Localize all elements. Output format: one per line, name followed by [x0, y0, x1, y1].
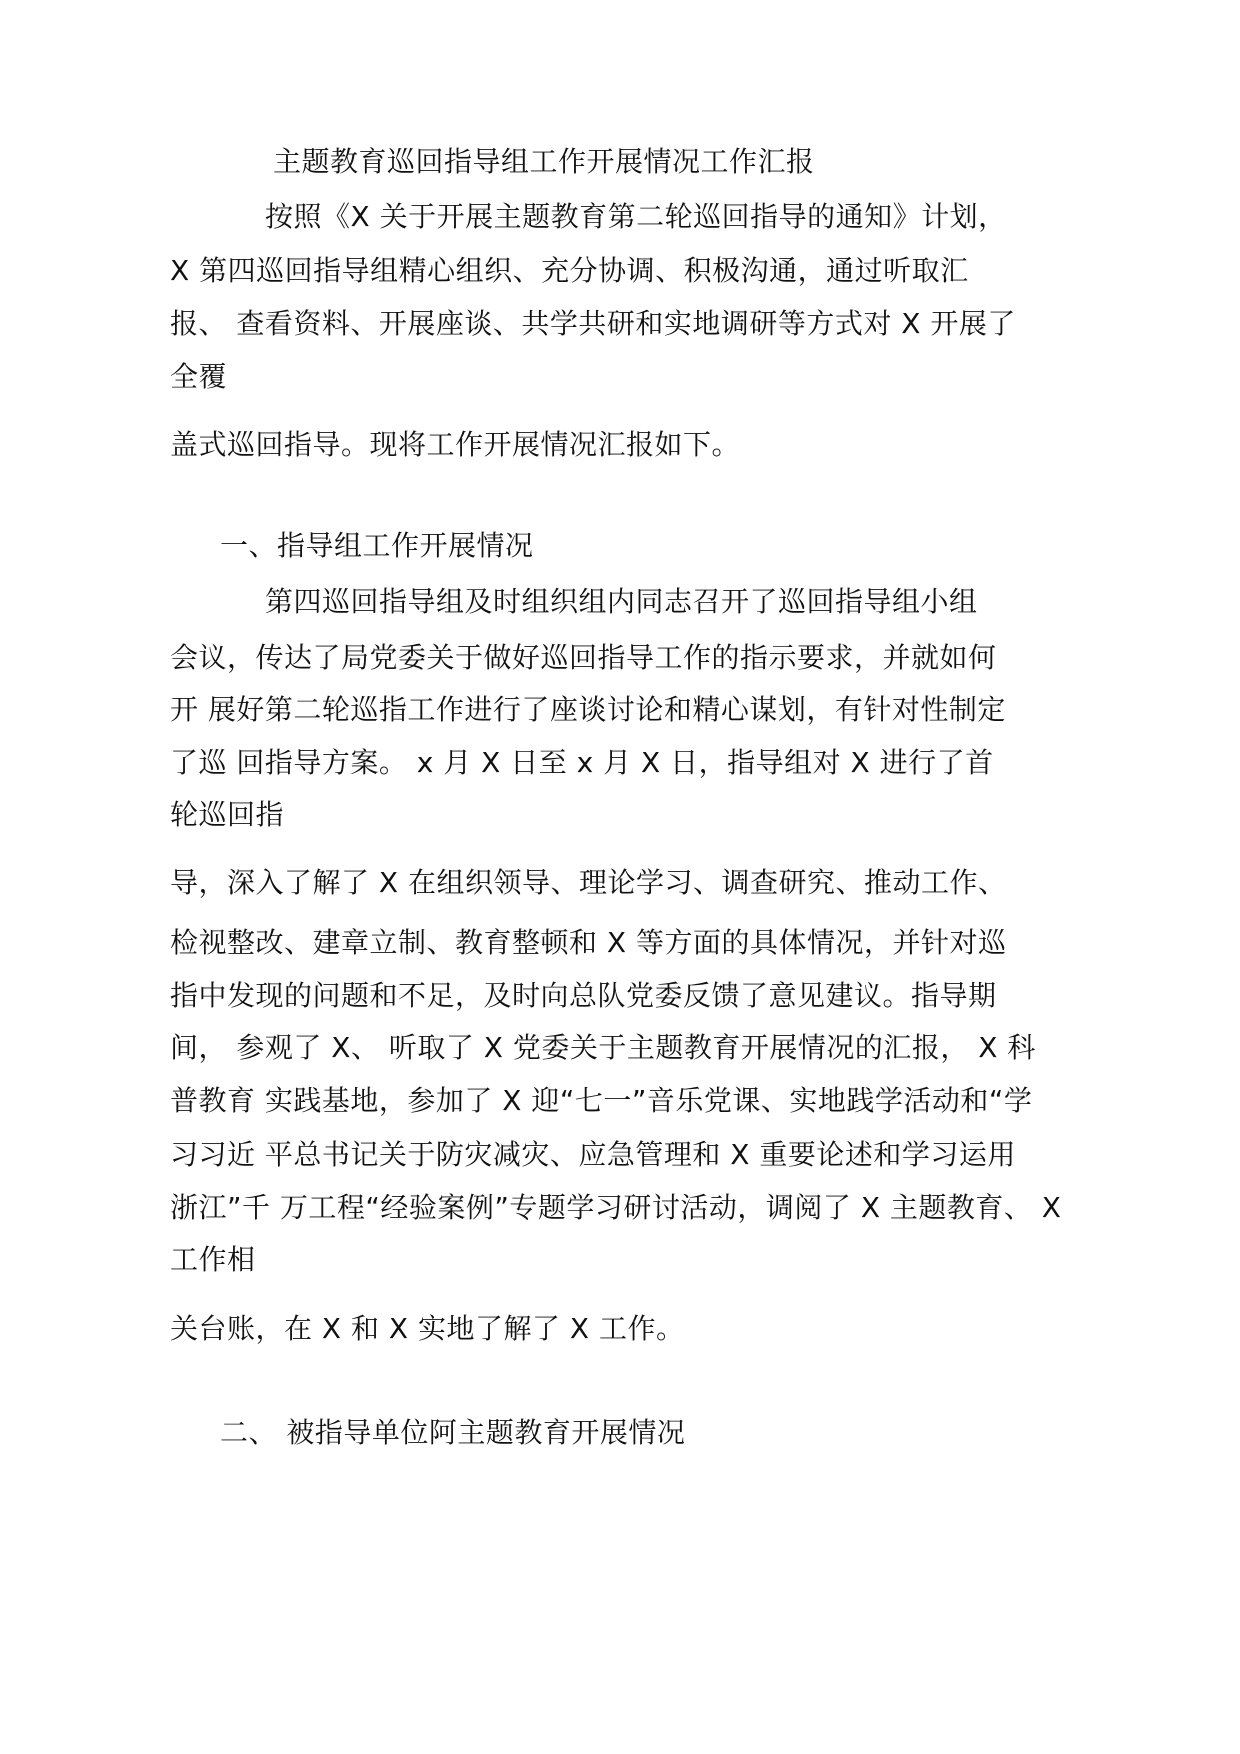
intro-line: X 第四巡回指导组精心组织、充分协调、积极沟通，通过听取汇 — [170, 254, 969, 287]
intro-line: 盖式巡回指导。现将工作开展情况汇报如下。 — [170, 428, 741, 461]
paragraph-line: 间， 参观了 X、 听取了 X 党委关于主题教育开展情况的汇报， X 科 — [170, 1031, 1036, 1064]
paragraph-line: 了巡 回指导方案。 x 月 X 日至 x 月 X 日，指导组对 X 进行了首 — [170, 746, 994, 779]
section-heading: 二、 被指导单位阿主题教育开展情况 — [220, 1416, 686, 1449]
paragraph-line: 工作相 — [170, 1243, 256, 1276]
document-title: 主题教育巡回指导组工作开展情况工作汇报 — [273, 145, 815, 178]
paragraph-line: 轮巡回指 — [170, 798, 285, 831]
intro-line: 全覆 — [170, 360, 228, 393]
paragraph-line: 浙江”千 万工程“经验案例”专题学习研讨活动，调阅了 X 主题教育、 X — [170, 1191, 1062, 1224]
paragraph-line: 第四巡回指导组及时组织组内同志召开了巡回指导组小组 — [265, 585, 978, 618]
paragraph-line: 开 展好第二轮巡指工作进行了座谈讨论和精心谋划，有针对性制定 — [170, 693, 1006, 726]
intro-line: 按照《X 关于开展主题教育第二轮巡回指导的通知》计划， — [265, 200, 1007, 233]
paragraph-line: 指中发现的问题和不足，及时向总队党委反馈了意见建议。指导期 — [170, 979, 997, 1012]
paragraph-line: 导，深入了解了 X 在组织领导、理论学习、调查研究、推动工作、 — [170, 866, 1007, 899]
paragraph-line: 会议，传达了局党委关于做好巡回指导工作的指示要求，并就如何 — [170, 641, 997, 674]
section-heading: 一、指导组工作开展情况 — [220, 529, 534, 562]
paragraph-line: 普教育 实践基地，参加了 X 迎“七一”音乐党课、实地践学活动和“学 — [170, 1084, 1033, 1117]
paragraph-line: 检视整改、建章立制、教育整顿和 X 等方面的具体情况，并针对巡 — [170, 926, 1007, 959]
paragraph-line: 习习近 平总书记关于防灾减灾、应急管理和 X 重要论述和学习运用 — [170, 1138, 1016, 1171]
paragraph-line: 关台账，在 X 和 X 实地了解了 X 工作。 — [170, 1312, 685, 1345]
intro-line: 报、 查看资料、开展座谈、共学共研和实地调研等方式对 X 开展了 — [170, 307, 1016, 340]
